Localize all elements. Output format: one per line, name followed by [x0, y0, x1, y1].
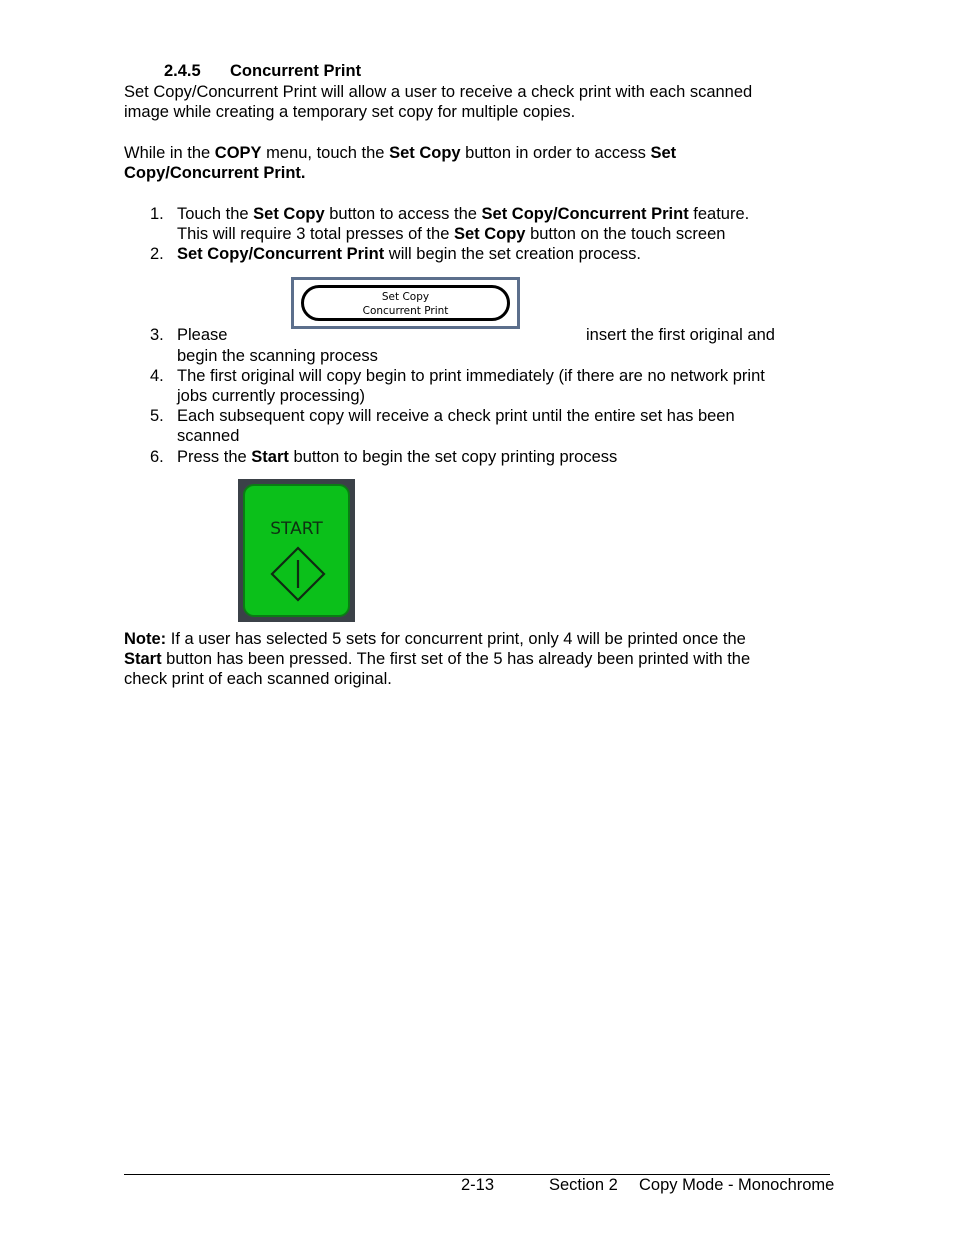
- step-5-number: 5.: [150, 407, 164, 425]
- intro-line-1: Set Copy/Concurrent Print will allow a user to receive a check print with each scanned: [124, 83, 753, 101]
- step-3-number: 3.: [150, 326, 164, 344]
- footer-page-number: 2-13: [461, 1176, 495, 1194]
- step-4-line-2: jobs currently processing): [177, 387, 365, 405]
- step-4-line-1: The first original will copy begin to print immediately (if there are no network print: [177, 367, 765, 385]
- step-5-line-2: scanned: [177, 427, 240, 445]
- step-6-line-1: Press the Start button to begin the set copy printing process: [177, 448, 618, 466]
- footer-section: Section 2: [549, 1176, 618, 1194]
- start-button-face: [243, 484, 350, 617]
- start-button-label: START: [270, 519, 323, 539]
- step-4-number: 4.: [150, 367, 164, 385]
- step-3-please: Please: [177, 326, 228, 344]
- step-3-line-1-cont: insert the first original and: [586, 326, 775, 344]
- footer-chapter: Copy Mode - Monochrome: [639, 1176, 835, 1194]
- set-copy-concurrent-print-button-image: [291, 277, 520, 329]
- set-copy-button-line-1: Set Copy: [381, 291, 430, 303]
- step-6-number: 6.: [150, 448, 164, 466]
- intro-line-2: image while creating a temporary set copy for multiple copies.: [124, 103, 576, 121]
- access-line-1: While in the COPY menu, touch the Set Copy button in order to access Set: [124, 144, 677, 162]
- access-line-2: Copy/Concurrent Print.: [124, 164, 306, 182]
- note-line-3: check print of each scanned original.: [124, 670, 392, 688]
- set-copy-button-line-2: Concurrent Print: [362, 305, 449, 317]
- set-copy-pill: [301, 285, 510, 321]
- section-number: 2.4.5: [164, 62, 201, 80]
- step-2-line-1: Set Copy/Concurrent Print will begin the set creation process.: [177, 245, 641, 263]
- step-5-line-1: Each subsequent copy will receive a check print until the entire set has been: [177, 407, 735, 425]
- step-1-line-1: Touch the Set Copy button to access the Set Copy/Concurrent Print feature.: [177, 205, 750, 223]
- step-1-line-2: This will require 3 total presses of the Set Copy button on the touch screen: [177, 225, 726, 243]
- step-1-number: 1.: [150, 205, 164, 223]
- section-title: Concurrent Print: [230, 62, 362, 80]
- start-diamond-icon: [270, 546, 326, 602]
- start-button-image: [238, 479, 355, 622]
- note-line-1: Note: If a user has selected 5 sets for concurrent print, only 4 will be printed once the: [124, 630, 746, 648]
- step-2-number: 2.: [150, 245, 164, 263]
- step-3-line-2: begin the scanning process: [177, 347, 378, 365]
- note-line-2: Start button has been pressed. The first set of the 5 has already been printed with the: [124, 650, 751, 668]
